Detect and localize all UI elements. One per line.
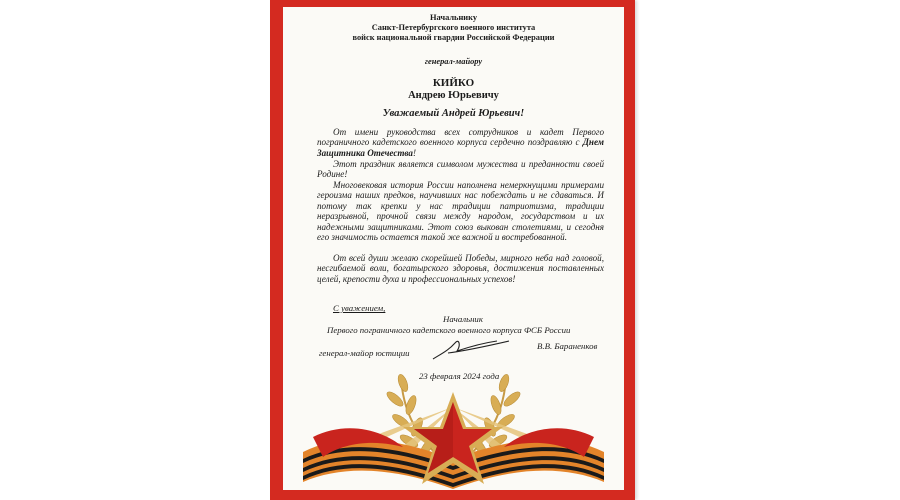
closing-regards: С уважением, [333,303,386,313]
addressee-line3: войск национальной гвардии Российской Федерации [352,33,555,42]
signature-title1: Начальник [443,314,483,324]
addressee-surname: КИЙКО [432,77,475,89]
holiday-name: Днем Защитника Отечества [317,137,604,158]
addressee-name: Андрею Юрьевичу [408,90,499,101]
paragraph-1-end: ! [412,147,417,158]
signature-rank: генерал-майор юстиции [319,348,410,358]
decorative-emblem [283,7,624,490]
handwritten-signature [433,341,509,359]
addressee-rank: генерал-майору [424,57,483,66]
letter-sheet [270,0,635,500]
letter-content-area [283,7,624,490]
paragraph-1-text: От имени руководства всех сотрудников и кадет Первого пограничного кадетского военного корпуса сердечно поздравляю с [317,127,604,148]
signature-name: В.В. Бараненков [537,341,598,351]
signature-date: 23 февраля 2024 года [419,371,500,381]
paragraph-3-text: Многовековая история России наполнена немеркнущими примерами героизма наших предков, научивших нас побеждать и не сдаваться. И потому так крепки у нас традиции патриотизма, традиции неразрывной, прочной связи между народом, государством и их надежными защитниками. Этот союз выкован столетиями, и сегодня его значимость остается такой же важной и востребованной. [317,180,604,243]
paragraph-2-text: Этот праздник является символом мужества и преданности своей Родине! [317,159,604,180]
addressee-line1: Начальнику [429,13,478,22]
signature-title2: Первого пограничного кадетского военного корпуса ФСБ России [327,325,571,335]
paragraph-4-text: От всей души желаю скорейшей Победы, мирного неба над головой, несгибаемой воли, богатырского здоровья, достижения поставленных целей, крепости духа и профессиональных успехов! [317,253,604,284]
addressee-line2: Санкт-Петербургского военного института [371,23,536,32]
greeting: Уважаемый Андрей Юрьевич! [382,108,525,119]
